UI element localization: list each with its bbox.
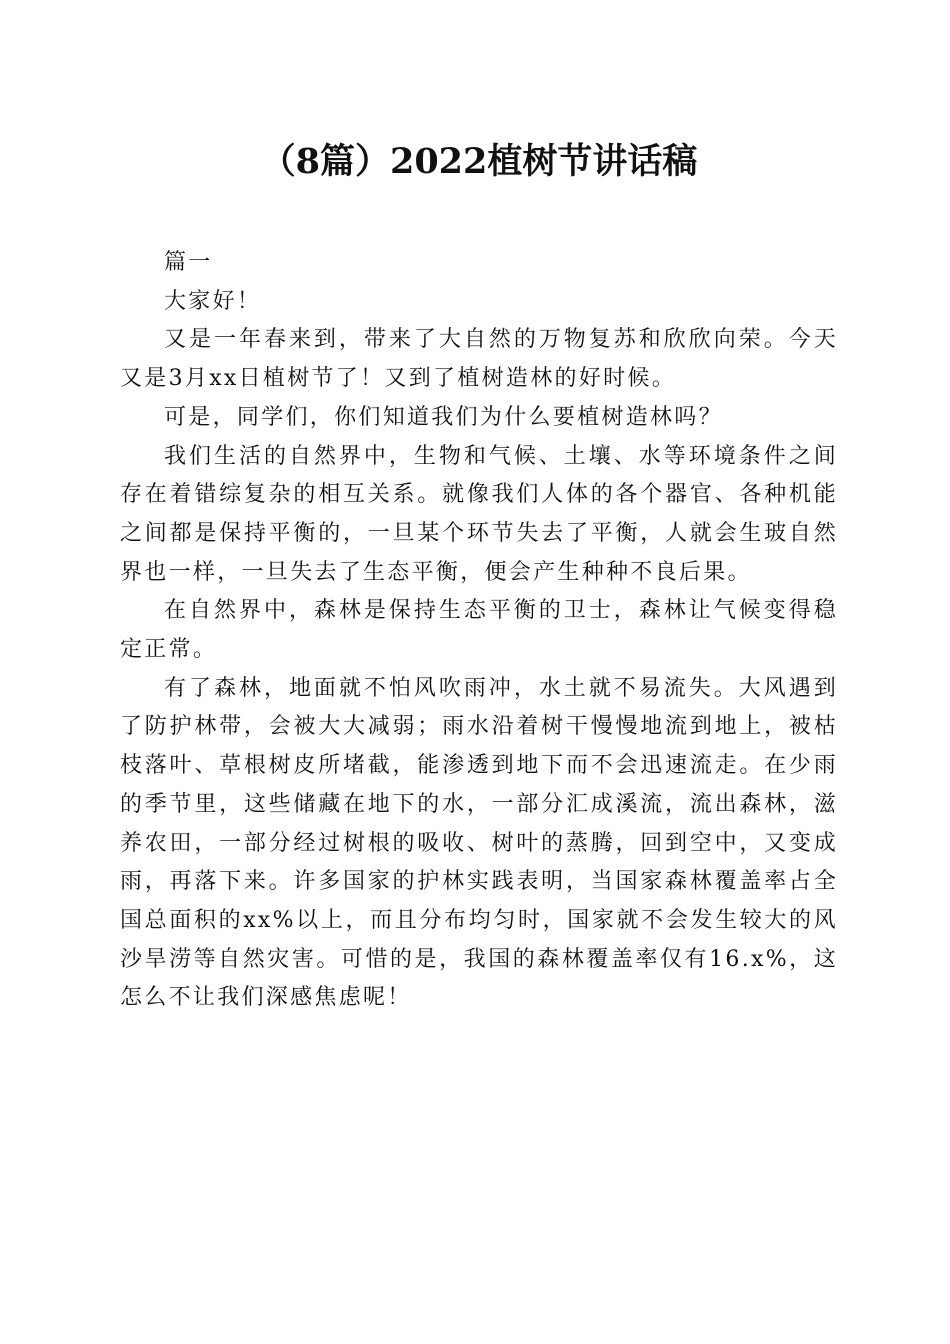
body-paragraph: 有了森林，地面就不怕风吹雨冲，水土就不易流失。大风遇到了防护林带，会被大大减弱；雨水沿着树干慢慢地流到地上，被枯枝落叶、草根树皮所堵截，能渗透到地下而不会迅速流走。在少雨的季节里，这些储藏在地下的水，一部分汇成溪流，流出森林，滋养农田，一部分经过树根的吸收、树叶的蒸腾，回到空中，又变成雨，再落下来。许多国家的护林实践表明，当国家森林覆盖率占全国总面积的xx%以上，而且分布均匀时，国家就不会发生较大的风沙旱涝等自然灾害。可惜的是，我国的森林覆盖率仅有16.x%，这怎么不让我们深感焦虑呢！ bbox=[120, 675, 838, 1011]
document-title: （8篇）2022植树节讲话稿 bbox=[260, 141, 698, 182]
body-paragraph: 我们生活的自然界中，生物和气候、土壤、水等环境条件之间存在着错综复杂的相互关系。就像我们人体的各个器官、各种机能之间都是保持平衡的，一旦某个环节失去了平衡，人就会生玻自然界也一样，一旦失去了生态平衡，便会产生种种不良后果。 bbox=[120, 443, 838, 585]
body-paragraph: 在自然界中，森林是保持生态平衡的卫士，森林让气候变得稳定正常。 bbox=[120, 598, 838, 663]
body-paragraph: 又是一年春来到，带来了大自然的万物复苏和欣欣向荣。今天又是3月xx日植树节了！又到了植树造林的好时候。 bbox=[120, 327, 838, 392]
section-heading: 篇一 bbox=[164, 250, 213, 275]
body-paragraph: 可是，同学们，你们知道我们为什么要植树造林吗？ bbox=[164, 404, 723, 430]
greeting-paragraph: 大家好！ bbox=[164, 288, 262, 314]
